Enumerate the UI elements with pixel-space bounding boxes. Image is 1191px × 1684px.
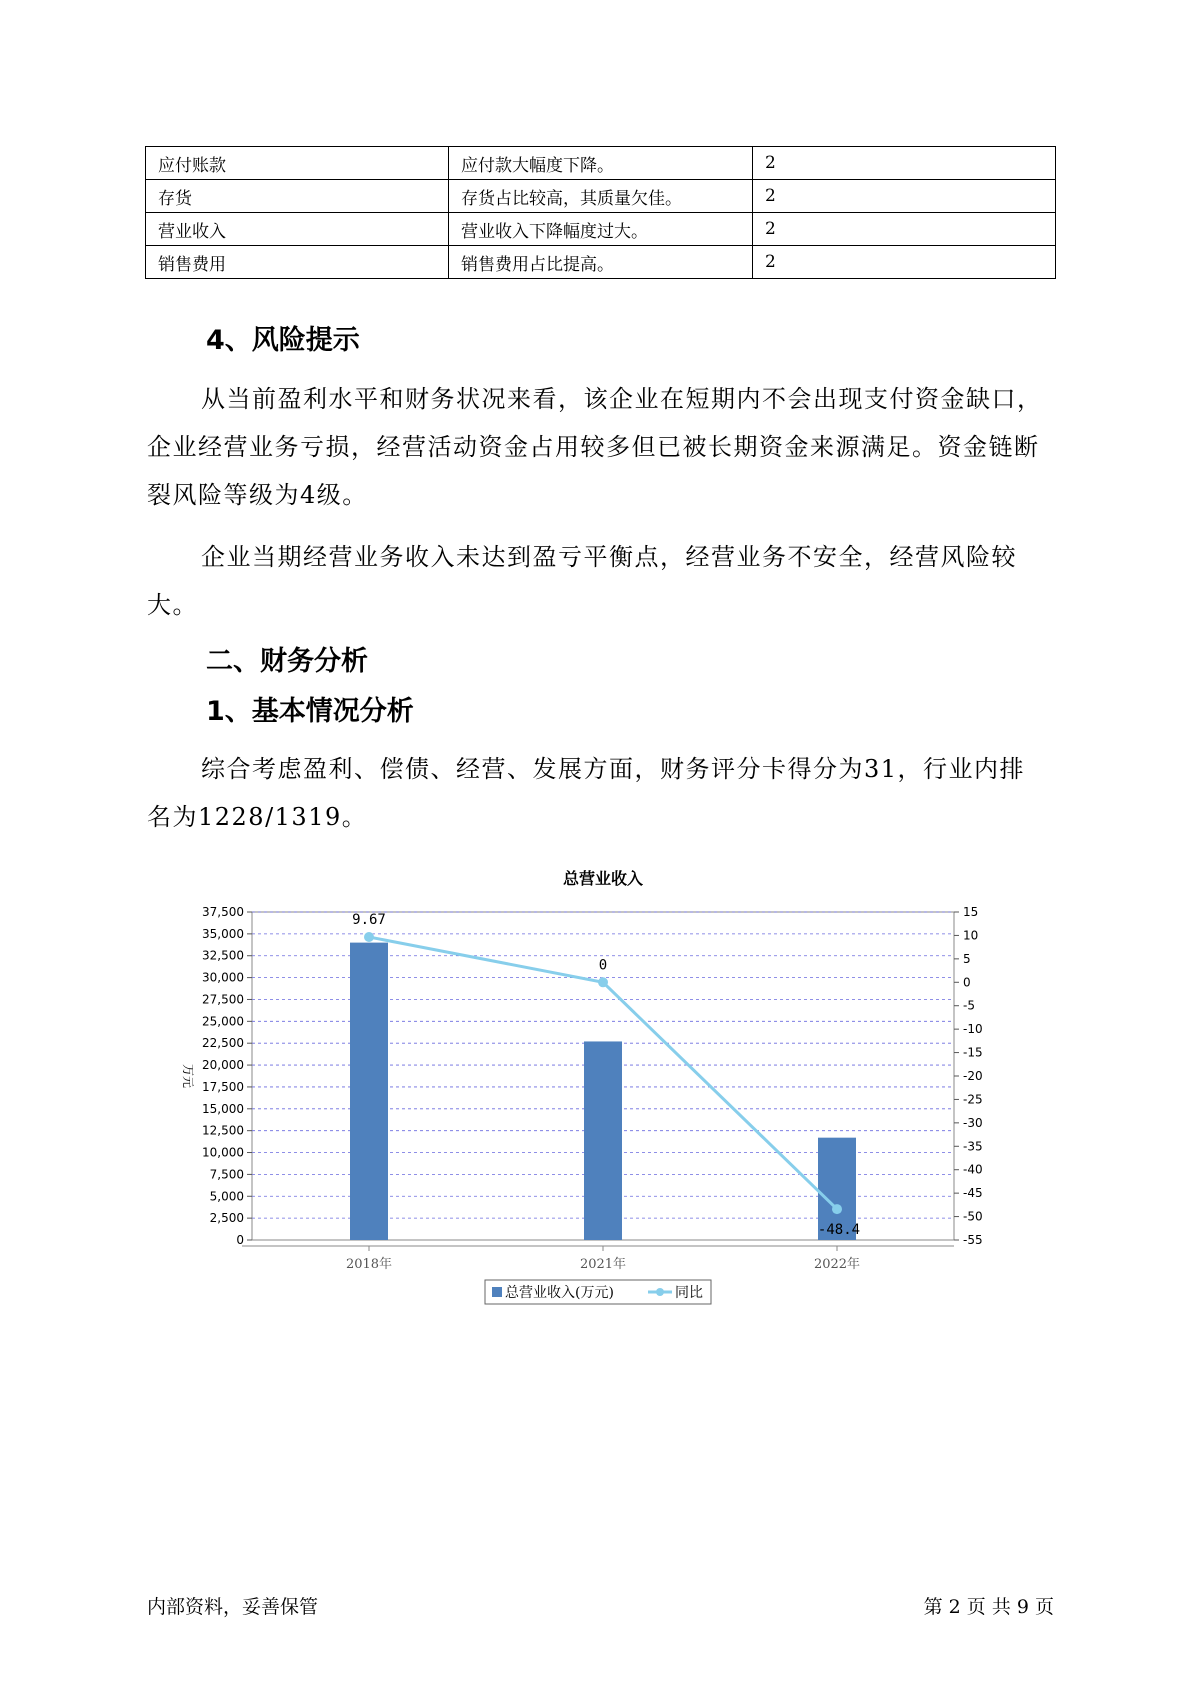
bar — [350, 943, 388, 1240]
y2-tick-label: -10 — [963, 1022, 983, 1037]
yoy-point — [832, 1204, 842, 1214]
legend-line-label: 同比 — [675, 1285, 703, 1301]
y-tick-label: 30,000 — [202, 970, 244, 985]
y2-tick-label: -40 — [963, 1162, 983, 1177]
table-cell-item: 营业收入 — [146, 213, 449, 246]
y-tick-label: 15,000 — [202, 1101, 244, 1116]
table-cell-score: 2 — [753, 147, 1056, 180]
table-cell-item: 销售费用 — [146, 246, 449, 279]
x-tick-label: 2021年 — [579, 1257, 627, 1272]
risk-factor-table — [145, 146, 1056, 279]
yoy-data-label: 9.67 — [352, 911, 386, 928]
table-row — [146, 213, 1056, 246]
y-tick-label: 37,500 — [202, 905, 244, 919]
y2-tick-label: -35 — [963, 1139, 983, 1154]
table-row — [146, 147, 1056, 180]
y-tick-label: 0 — [236, 1233, 244, 1247]
y-tick-label: 5,000 — [209, 1189, 244, 1204]
y2-tick-label: -15 — [963, 1045, 983, 1060]
sub-heading-basic: 1、基本情况分析 — [206, 696, 414, 727]
y2-tick-label: -45 — [963, 1186, 983, 1201]
legend-bar-label: 总营业收入(万元) — [505, 1285, 614, 1301]
bar — [584, 1041, 622, 1240]
yoy-data-label: 0 — [598, 957, 608, 974]
revenue-chart — [170, 862, 983, 1322]
y-tick-label: 10,000 — [202, 1145, 244, 1160]
footer-confidential: 内部资料，妥善保管 — [147, 1596, 319, 1618]
y2-tick-label: 10 — [963, 928, 979, 943]
chart-title: 总营业收入 — [562, 869, 644, 888]
y-tick-label: 2,500 — [209, 1211, 244, 1226]
risk-paragraph-1: 从当前盈利水平和财务状况来看，该企业在短期内不会出现支付资金缺口，企业经营业务亏损，经营活动资金占用较多但已被长期资金来源满足。资金链断裂风险等级为4级。 — [147, 385, 1043, 509]
table-cell-reason: 营业收入下降幅度过大。 — [449, 213, 753, 246]
y-axis-label: 万元 — [181, 1063, 195, 1089]
y2-tick-label: -5 — [963, 998, 975, 1013]
y2-tick-label: 15 — [963, 905, 979, 919]
table-cell-item: 应付账款 — [146, 147, 449, 180]
y2-tick-label: 0 — [963, 975, 971, 990]
table-cell-score: 2 — [753, 180, 1056, 213]
yoy-point — [598, 977, 608, 987]
table-row — [146, 246, 1056, 279]
risk-table-body — [146, 147, 1056, 279]
y-tick-label: 35,000 — [202, 926, 244, 941]
y2-tick-label: 5 — [963, 951, 971, 966]
yoy-data-label: -48.4 — [817, 1222, 861, 1239]
y-tick-label: 7,500 — [209, 1167, 244, 1182]
y-tick-label: 25,000 — [202, 1014, 244, 1029]
section-heading-risk: 4、风险提示 — [206, 325, 360, 356]
y2-tick-label: -20 — [963, 1069, 983, 1083]
table-cell-reason: 存货占比较高，其质量欠佳。 — [449, 180, 753, 213]
table-cell-score: 2 — [753, 213, 1056, 246]
y-tick-label: 27,500 — [202, 992, 244, 1007]
table-cell-reason: 应付款大幅度下降。 — [449, 147, 753, 180]
section-heading-financial: 二、财务分析 — [206, 646, 368, 677]
legend-line-marker — [656, 1288, 664, 1296]
table-cell-score: 2 — [753, 246, 1056, 279]
y-tick-label: 32,500 — [202, 948, 244, 963]
x-tick-label: 2018年 — [345, 1257, 393, 1272]
y2-tick-label: -25 — [963, 1092, 983, 1107]
y2-tick-label: -50 — [963, 1209, 983, 1224]
y2-tick-label: -30 — [963, 1115, 983, 1130]
y-tick-label: 12,500 — [202, 1123, 244, 1138]
yoy-point — [364, 932, 374, 942]
footer-page-number: 第 2 页 共 9 页 — [923, 1596, 1054, 1618]
risk-paragraph-2: 企业当期经营业务收入未达到盈亏平衡点，经营业务不安全，经营风险较大。 — [147, 543, 1017, 619]
y-tick-label: 17,500 — [202, 1079, 244, 1094]
y-tick-label: 22,500 — [202, 1036, 244, 1051]
y2-tick-label: -55 — [963, 1233, 983, 1247]
table-row — [146, 180, 1056, 213]
table-cell-item: 存货 — [146, 180, 449, 213]
y-tick-label: 20,000 — [202, 1058, 244, 1073]
basic-analysis-paragraph: 综合考虑盈利、偿债、经营、发展方面，财务评分卡得分为31，行业内排名为1228/1319。 — [147, 755, 1026, 831]
table-cell-reason: 销售费用占比提高。 — [449, 246, 753, 279]
legend-bar-swatch — [492, 1287, 502, 1297]
x-tick-label: 2022年 — [813, 1257, 861, 1272]
